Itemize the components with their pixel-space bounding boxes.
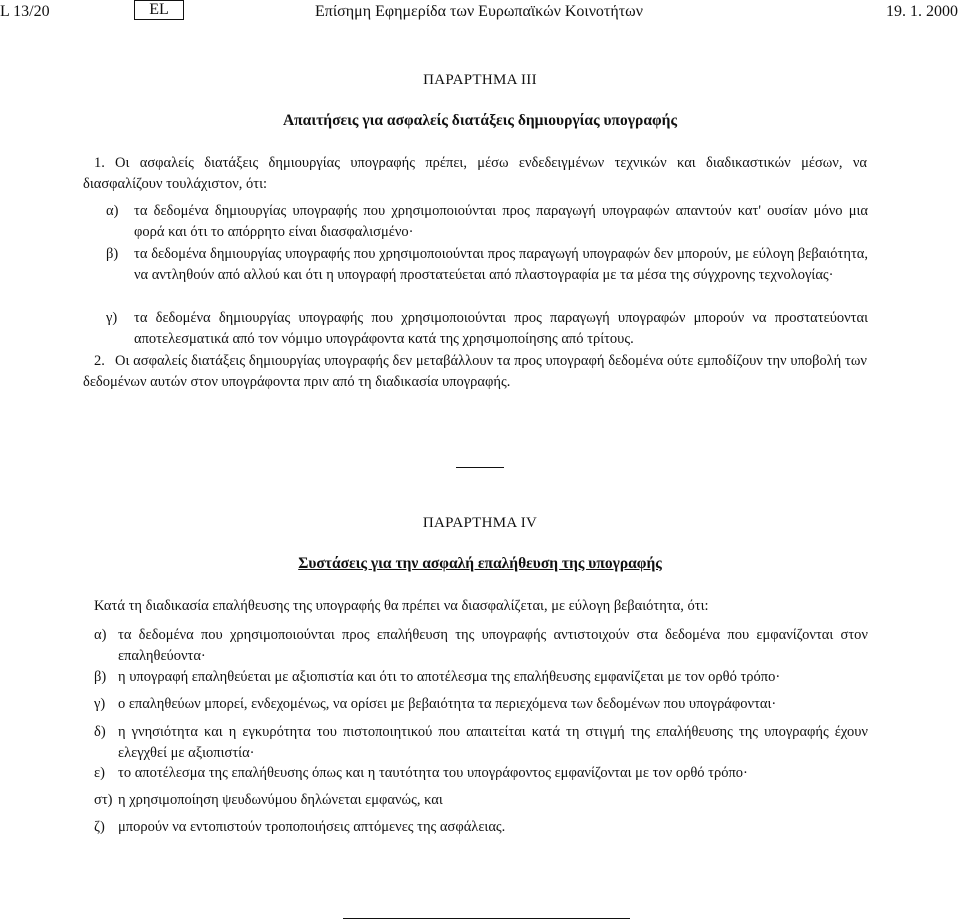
paragraph-2-number: 2. [94,353,105,369]
footer-rule [343,918,630,919]
annex-iv-item-e: ε) το αποτέλεσμα της επαλήθευσης όπως και η ταυτότητα του υπογράφοντος εμφανίζονται με τον ορθό τρόπο· [94,765,748,781]
annex-iii-item-a: α) τα δεδομένα δημιουργίας υπογραφής που χρησιμοποιούνται προς παραγωγή υπογραφών απαντούν κατ' ουσίαν μόνο μια φορά και ότι το απόρρητο είναι διασφαλισμένο· [106,203,868,240]
annex-iii-title: Απαιτήσεις για ασφαλείς διατάξεις δημιουργίας υπογραφής [282,112,677,129]
publication-date: 19. 1. 2000 [886,3,958,20]
annex-iv-label: ΠΑΡΑΡΤΗΜΑ IV [422,515,538,531]
annex-iv-intro: Κατά τη διαδικασία επαλήθευσης της υπογραφής θα πρέπει να διασφαλίζεται, με εύλογη βεβαιότητα, ότι: [94,598,709,614]
annex-iv-item-c: γ) ο επαληθεύων μπορεί, ενδεχομένως, να ορίσει με βεβαιότητα τα περιεχόμενα των δεδομένων που υπογράφονται· [94,696,777,712]
annex-iv-item-d: δ) η γνησιότητα και η εγκυρότητα του πιστοποιητικού που απαιτείται κατά τη στιγμή της επαλήθευσης της υπογραφής έχουν ελεγχθεί με αξιοπιστία· [94,724,868,761]
annex-iv-item-a: α) τα δεδομένα που χρησιμοποιούνται προς επαλήθευση της υπογραφής αντιστοιχούν στα δεδομένα που εμφανίζονται στον επαληθεύοντα· [94,627,868,664]
annex-iv-item-z: ζ) μπορούν να εντοπιστούν τροποποιήσεις απτόμενες της ασφάλειας. [94,819,506,835]
language-badge: EL [134,0,184,20]
page-reference: L 13/20 [0,3,50,20]
paragraph-2: Οι ασφαλείς διατάξεις δημιουργίας υπογραφής δεν μεταβάλλουν τα προς υπογραφή δεδομένα ούτε εμποδίζουν την υποβολή των δεδομένων αυτών στον υπογράφοντα πριν από τη διαδικασία υπογραφής. [83,353,867,390]
annex-iii-item-b: β) τα δεδομένα δημιουργίας υπογραφής που χρησιμοποιούνται προς παραγωγή υπογραφών δεν μπορούν, με εύλογη βεβαιότητα, να αντληθούν από αλλού και ότι η υπογραφή προστατεύεται από πλαστογραφία με τα μέσα της σύγχρονης τεχνολογίας· [106,246,868,283]
annex-iv-item-b: β) η υπογραφή επαληθεύεται με αξιοπιστία και ότι το αποτέλεσμα της επαλήθευσης εμφανίζεται με τον ορθό τρόπο· [94,669,781,685]
annex-iii-item-c: γ) τα δεδομένα δημιουργίας υπογραφής που χρησιμοποιούνται προς παραγωγή υπογραφών μπορούν να προστατεύονται αποτελεσματικά από τον νόμιμο υπογράφοντα κατά της χρησιμοποίησης από τρίτους. [106,310,868,347]
journal-title: Επίσημη Εφημερίδα των Ευρωπαϊκών Κοινοτήτων [315,3,643,20]
section-divider [456,467,504,468]
paragraph-1: Οι ασφαλείς διατάξεις δημιουργίας υπογραφής πρέπει, μέσω ενδεδειγμένων τεχνικών και διαδικαστικών μέσων, να διασφαλίζουν τουλάχιστον, ότι: [83,155,867,192]
paragraph-1-number: 1. [94,155,105,171]
page-header [0,0,960,22]
annex-iv-title: Συστάσεις για την ασφαλή επαλήθευση της υπογραφής [298,555,662,572]
annex-iii-label: ΠΑΡΑΡΤΗΜΑ III [423,72,537,88]
annex-iv-item-st: στ) η χρησιμοποίηση ψευδωνύμου δηλώνεται εμφανώς, και [94,792,443,808]
